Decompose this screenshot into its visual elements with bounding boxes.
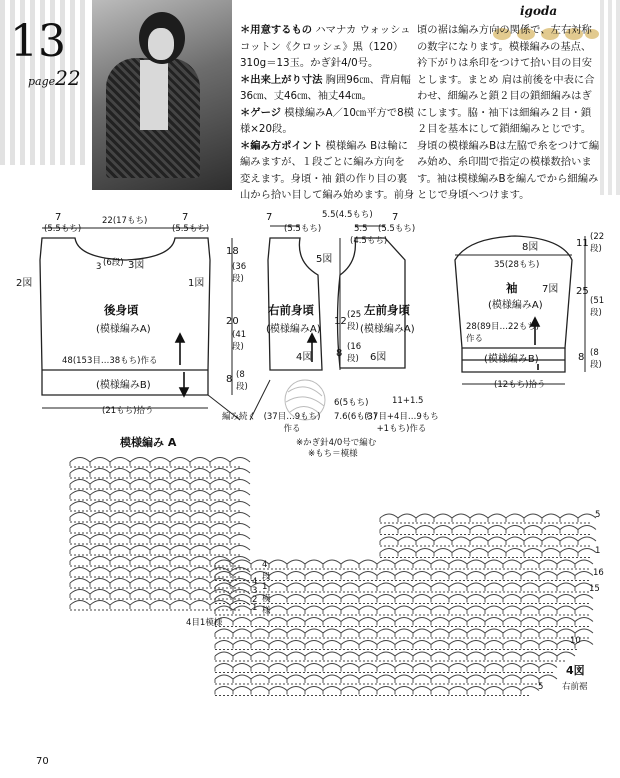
hook-note: ※かぎ針4/0号で編む xyxy=(296,438,377,448)
instructions-column-2: 頃の裾は編み方向の関係で、左右対称の数字になります。模様編みの基点、衿下がりは糸印をつけて拾い目の目安とします。まとめ 肩は前後を中表に合わせ、細編みと鎖２目の鎖細編みはぎにします。脇・袖下は細編み２目・鎖２目を基本にして鎖細編みとじです。身頃の模様編みBは左脇で糸をつけて編み始め、糸印間で指定の模様数拾います。袖は模様編みBを編んでから細編みとじで身頃へつけます。 xyxy=(417,24,600,201)
fig4-mark-2: 16 xyxy=(593,568,604,578)
back-h2-sub: (41段) xyxy=(232,330,247,352)
pattern-a-repeat-rows: 4段1模様 xyxy=(262,560,271,616)
rf-title: 右前身頃 xyxy=(268,303,314,317)
sleeve-ref-7: 7図 xyxy=(542,284,559,295)
sleeve-h2-sub: (51段) xyxy=(590,296,605,318)
back-neck-depth: 3 xyxy=(96,262,102,272)
sleeve-pattern: (模様編みA) xyxy=(488,300,543,311)
back-pattern: (模様編みA) xyxy=(96,324,151,335)
back-ref-2: 2図 xyxy=(16,278,33,289)
back-left-top-sub: (5.5もち) xyxy=(44,224,82,234)
back-ref-3: 3図 xyxy=(128,260,145,271)
lf-side: 11+1.5 xyxy=(392,396,424,406)
pattern-a-title: 模様編み A xyxy=(120,436,177,449)
pattern-a-row-3: 3 xyxy=(252,586,258,596)
page-ref-number: 22 xyxy=(55,66,81,90)
fig4-mark-0: 5 xyxy=(595,510,601,520)
back-bottom: 48(153目…38もち)作る xyxy=(62,356,158,366)
sleeve-picks: (12もち)拾う xyxy=(494,380,546,390)
rf-ref-4: 4図 xyxy=(296,352,313,363)
lf-pattern: (模様編みA) xyxy=(360,324,415,335)
back-right-top-sub: (5.5もち) xyxy=(172,224,210,234)
back-h1: 18 xyxy=(226,246,239,257)
back-h3-sub: (8段) xyxy=(236,370,248,392)
gauge-block: ＊ゲージ 模様編みA／10㎝平方で8模様×20段。 xyxy=(240,106,414,135)
brand-label: igoda xyxy=(520,4,558,18)
rf-side: 7.6(6もち) xyxy=(334,412,377,422)
pattern-a-chart xyxy=(70,458,250,611)
back-picks: (21もち)拾う xyxy=(102,406,154,416)
back-top-width: 22(17もち) xyxy=(102,216,148,226)
rf-pattern: (模様編みA) xyxy=(266,324,321,335)
rf-top-sub: (5.5もち) xyxy=(284,224,322,234)
sleeve-ref-8: 8図 xyxy=(522,242,539,253)
pattern-a-row-2: 2 xyxy=(252,595,258,605)
rf-h2: 8 xyxy=(336,348,343,359)
back-h3: 8 xyxy=(226,374,233,385)
pattern-number: 13 xyxy=(10,16,66,67)
lf-top2: 5.5 xyxy=(354,224,368,234)
unit-note: ※もち＝模様 xyxy=(308,449,358,459)
back-h1-sub: (36段) xyxy=(232,262,247,284)
pattern-a-row-4: 4 xyxy=(252,577,258,587)
lf-bottom: (37目+4目…9もち+1もち)作る xyxy=(364,412,439,434)
size-block: ＊出来上がり寸法 胸囲96㎝、背肩幅36㎝、丈46㎝、袖丈44㎝。 xyxy=(240,73,411,102)
back-band: (模様編みB) xyxy=(96,380,151,391)
sleeve-h1: 11 xyxy=(576,238,589,249)
sleeve-band: (模様編みB) xyxy=(484,354,539,365)
rf-bottom: (37目…9もち)作る xyxy=(263,412,321,434)
lf-top: 7 xyxy=(392,212,399,223)
sleeve-h1-sub: (22段) xyxy=(590,232,605,254)
rf-top: 7 xyxy=(266,212,273,223)
fig4-mark-5: 5 xyxy=(538,682,544,692)
sleeve-h3-sub: (8段) xyxy=(590,348,602,370)
page-number: 70 xyxy=(36,756,49,767)
pattern-a-repeat: 4目1模様 xyxy=(186,618,223,628)
pattern-a-row-1: 1 xyxy=(252,603,258,613)
materials-block: ＊用意するもの ハマナカ ウォッシュコットン《クロッシェ》黒（120）310g＝13玉。かぎ針4/0号。 xyxy=(240,24,411,69)
sleeve-top: 35(28もち) xyxy=(494,260,540,270)
back-neck-sub: (6段) xyxy=(103,258,124,268)
figure-4-subtitle: 右前裾 xyxy=(562,682,588,692)
rf-h1: 12 xyxy=(334,316,347,327)
rf-top2: 5.5(4.5もち) xyxy=(322,210,373,220)
sleeve-h3: 8 xyxy=(578,352,585,363)
sleeve-bottom: 28(89目…22もち)作る xyxy=(466,322,540,344)
lf-top2-sub: (4.5もち) xyxy=(350,236,388,246)
figure-4-title: 4図 xyxy=(566,664,585,677)
points-block: ＊編み方ポイント 模様編み Bは輪に編みますが、１段ごとに編み方向を変えます。身頃・袖 鎖の作り目の裏山から拾い目して編み始めます。前身 xyxy=(240,139,415,201)
edge-note: 編み続く xyxy=(222,412,257,422)
fig4-mark-1: 1 xyxy=(595,546,601,556)
rf-h1-sub: (25段) xyxy=(347,310,362,332)
fig4-mark-4: 10 xyxy=(570,636,581,646)
lf-ref-6: 6図 xyxy=(370,352,387,363)
rf-ref-5: 5図 xyxy=(316,254,333,265)
rf-h2-sub: (16段) xyxy=(347,342,362,364)
lf-top-sub: (5.5もち) xyxy=(378,224,416,234)
back-left-top: 7 xyxy=(55,212,62,223)
rf-pick: 6(5もち) xyxy=(334,398,369,408)
lf-title: 左前身頃 xyxy=(364,303,410,317)
fig4-mark-3: 15 xyxy=(589,584,600,594)
back-ref-1: 1図 xyxy=(188,278,205,289)
back-right-top: 7 xyxy=(182,212,189,223)
sleeve-h2: 25 xyxy=(576,286,589,297)
page-label: page xyxy=(28,75,56,88)
sleeve-title: 袖 xyxy=(506,281,518,295)
back-h2: 20 xyxy=(226,316,239,327)
back-title: 後身頃 xyxy=(104,303,139,317)
